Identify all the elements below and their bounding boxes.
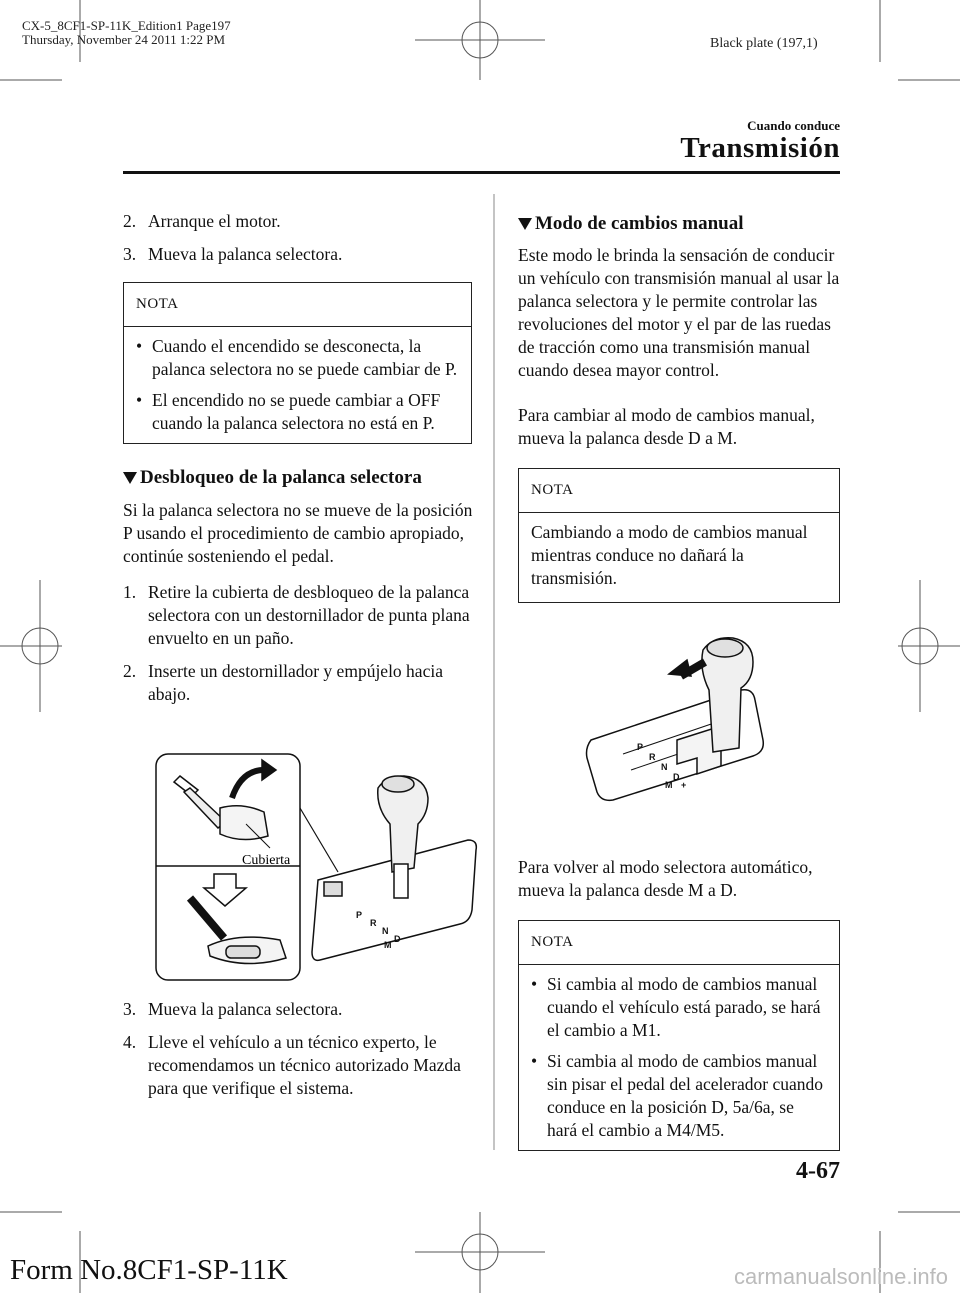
page-number: 4-67 (796, 1158, 840, 1184)
note-body: Cambiando a modo de cambios manual mientras conduce no dañará la transmisión. (531, 522, 808, 588)
note-bullet: • Si cambia al modo de cambios manual cuando el vehículo está parado, se hará el cambio a M1. (531, 973, 827, 1042)
gate-letter-plus: + (681, 780, 687, 790)
gate-letter-m: M (665, 780, 673, 790)
print-file-line: CX-5_8CF1-SP-11K_Edition1 Page197 (22, 18, 231, 33)
note-box-3 (518, 920, 840, 1151)
left-column (123, 210, 473, 716)
step-text: Mueva la palanca selectora. (148, 244, 343, 264)
step-1-remove-cover (123, 581, 473, 650)
right-column (518, 212, 840, 603)
note-box-2 (518, 468, 840, 603)
note-heading: NOTA (519, 469, 839, 513)
step-number: 1. (123, 582, 137, 602)
return-to-auto: Para volver al modo selectora automático, mueva la palanca desde M a D. (518, 857, 813, 900)
manual-mode-switch: Para cambiar al modo de cambios manual, mueva la palanca desde D a M. (518, 405, 815, 448)
step-text: Retire la cubierta de desbloqueo de la palanca selectora con un destornillador de punta plana envuelto en un paño. (148, 582, 470, 648)
step-4-technician (123, 1031, 473, 1100)
note-body (124, 327, 471, 443)
manual-mode-title (518, 212, 840, 236)
step-number: 2. (123, 661, 137, 681)
gate-letter-d: D (394, 934, 401, 944)
manual-mode-intro: Este modo le brinda la sensación de conducir un vehículo con transmisión manual al usar la palanca selectora y le permite controlar las revoluciones del motor y el par de las ruedas de tracción como una transmisión manual cuando desea mayor control. (518, 245, 840, 380)
note-bullet: • El encendido no se puede cambiar a OFF cuando la palanca selectora no está en P. (136, 389, 459, 435)
unlock-intro: Si la palanca selectora no se mueve de la posición P usando el procedimiento de cambio apropiado, continúe sosteniendo el pedal. (123, 500, 473, 566)
step-number: 4. (123, 1032, 137, 1052)
note-heading: NOTA (124, 283, 471, 327)
figure-label-cover: Cubierta (242, 853, 291, 868)
form-number: Form No.8CF1-SP-11K (10, 1254, 288, 1286)
triangle-bullet-icon (123, 472, 137, 484)
section-heading: Transmisión (680, 132, 840, 164)
chapter-label: Cuando conduce (747, 118, 840, 133)
gate-letter-n: N (382, 926, 389, 936)
plate-label: Black plate (197,1) (710, 36, 818, 51)
step-2-insert (123, 660, 473, 706)
step-number: 2. (123, 211, 137, 231)
section-title-text: Desbloqueo de la palanca selectora (140, 467, 422, 488)
gate-letter-r: R (370, 918, 377, 928)
note-bullet: • Si cambia al modo de cambios manual sin pisar el pedal del acelerador cuando conduce en la posición D, 5a/6a, se hará el cambio a M4/M5. (531, 1050, 827, 1142)
print-date-line: Thursday, November 24 2011 1:22 PM (22, 32, 226, 47)
gate-letter-r: R (649, 752, 656, 762)
unlock-section-title (123, 466, 473, 490)
note-heading: NOTA (519, 921, 839, 965)
step-number: 3. (123, 999, 137, 1019)
gate-letter-d: D (673, 772, 680, 782)
step-text: Lleve el vehículo a un técnico experto, le recomendamos un técnico autorizado Mazda para que verifique el sistema. (148, 1032, 461, 1098)
shift-lock-release-figure (150, 748, 480, 988)
watermark: carmanualsonline.info (733, 1264, 948, 1289)
note-box-1 (123, 282, 472, 444)
gate-letter-n: N (661, 762, 668, 772)
left-column-bottom (123, 998, 473, 1110)
step-3-move-again (123, 998, 473, 1021)
section-title-text: Modo de cambios manual (535, 213, 744, 234)
header-rule (123, 171, 840, 174)
step-text: Mueva la palanca selectora. (148, 999, 343, 1019)
note-body (519, 965, 839, 1150)
triangle-bullet-icon (518, 218, 532, 230)
step-3-move (123, 243, 473, 266)
manual-shift-figure (585, 630, 785, 815)
step-text: Arranque el motor. (148, 211, 281, 231)
right-column-bottom (518, 856, 840, 1151)
step-2-start (123, 210, 473, 233)
gate-letter-p: P (356, 910, 363, 920)
step-text: Inserte un destornillador y empújelo hacia abajo. (148, 661, 443, 704)
gate-letter-p: P (637, 742, 644, 752)
note-bullet: • Cuando el encendido se desconecta, la palanca selectora no se puede cambiar de P. (136, 335, 459, 381)
step-number: 3. (123, 244, 137, 264)
gate-letter-m: M (384, 940, 392, 950)
